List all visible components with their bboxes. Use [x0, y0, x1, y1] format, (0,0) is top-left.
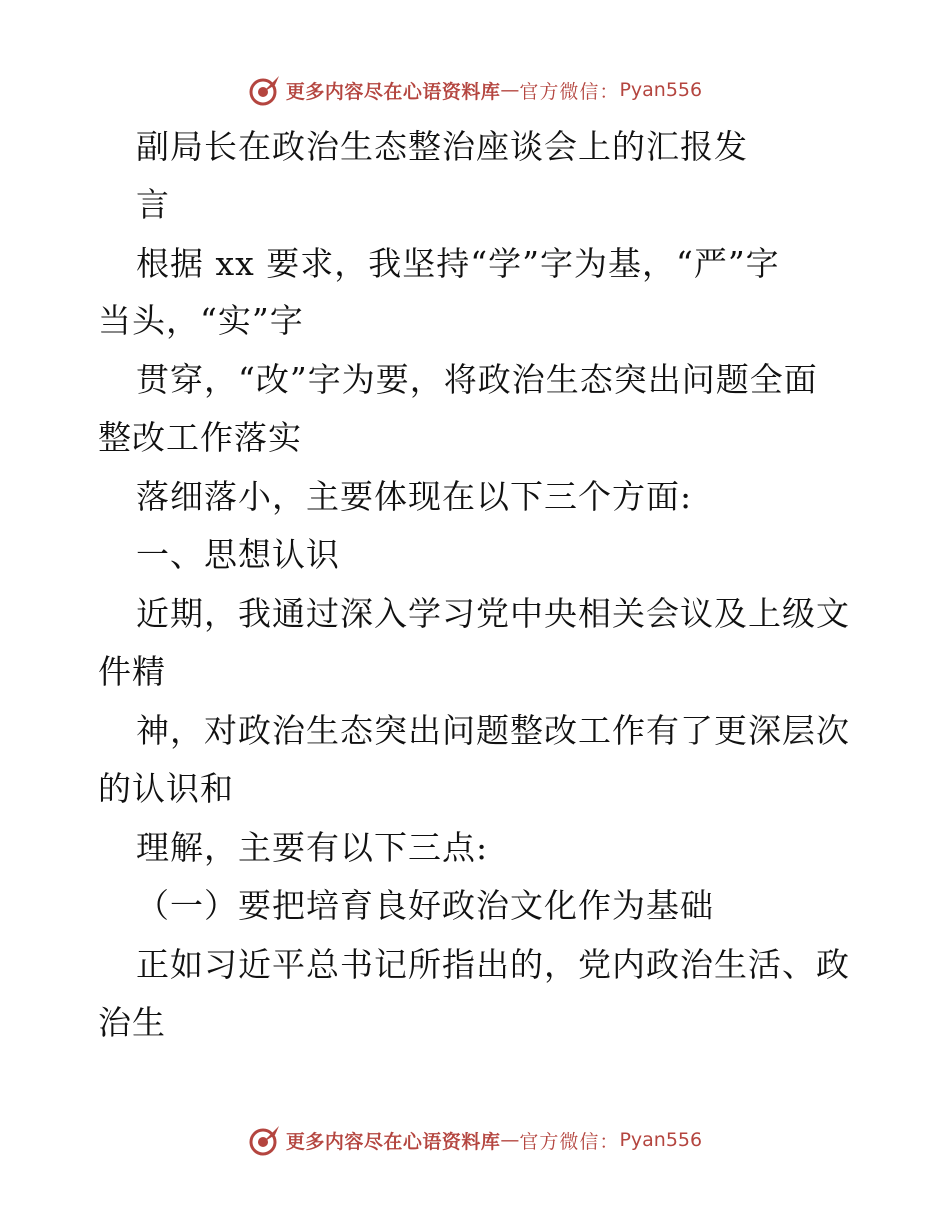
watermark-label: 官方微信： — [519, 80, 620, 103]
watermark-footer — [0, 1120, 950, 1160]
watermark-dash: — — [500, 1129, 520, 1151]
section-heading: 一、思想认识 — [136, 535, 340, 574]
paragraph-line: 当头，“实”字 — [98, 301, 304, 340]
quill-circle-logo-icon — [248, 1123, 282, 1157]
watermark-header — [0, 70, 950, 110]
paragraph-line: 落细落小，主要体现在以下三个方面: — [136, 477, 693, 516]
document-title-line: 副局长在政治生态整治座谈会上的汇报发 — [136, 127, 748, 166]
paragraph-line: 理解，主要有以下三点: — [136, 828, 489, 867]
watermark-brand: 更多内容尽在心语资料库 — [285, 1130, 501, 1153]
quill-circle-logo-icon — [248, 73, 282, 107]
watermark-label: 官方微信： — [519, 1130, 620, 1153]
paragraph-line: 贯穿，“改”字为要，将政治生态突出问题全面 — [136, 360, 818, 399]
watermark-wechat-id: Pyan556 — [619, 1129, 703, 1151]
paragraph-line: 根据 xx 要求，我坚持“学”字为基，“严”字 — [136, 244, 780, 283]
paragraph-line: 的认识和 — [98, 769, 234, 808]
paragraph-line: 正如习近平总书记所指出的，党内政治生活、政 — [136, 945, 850, 984]
watermark-brand: 更多内容尽在心语资料库 — [285, 80, 501, 103]
paragraph-line: 神，对政治生态突出问题整改工作有了更深层次 — [136, 711, 850, 750]
paragraph-line: 近期，我通过深入学习党中央相关会议及上级文 — [136, 594, 850, 633]
watermark-wechat-id: Pyan556 — [619, 79, 703, 101]
paragraph-line: 件精 — [98, 652, 166, 691]
subsection-heading: （一）要把培育良好政治文化作为基础 — [136, 886, 714, 925]
paragraph-line: 整改工作落实 — [98, 418, 302, 457]
paragraph-line: 治生 — [98, 1003, 166, 1042]
watermark-dash: — — [500, 79, 520, 101]
document-title-line: 言 — [136, 185, 170, 224]
